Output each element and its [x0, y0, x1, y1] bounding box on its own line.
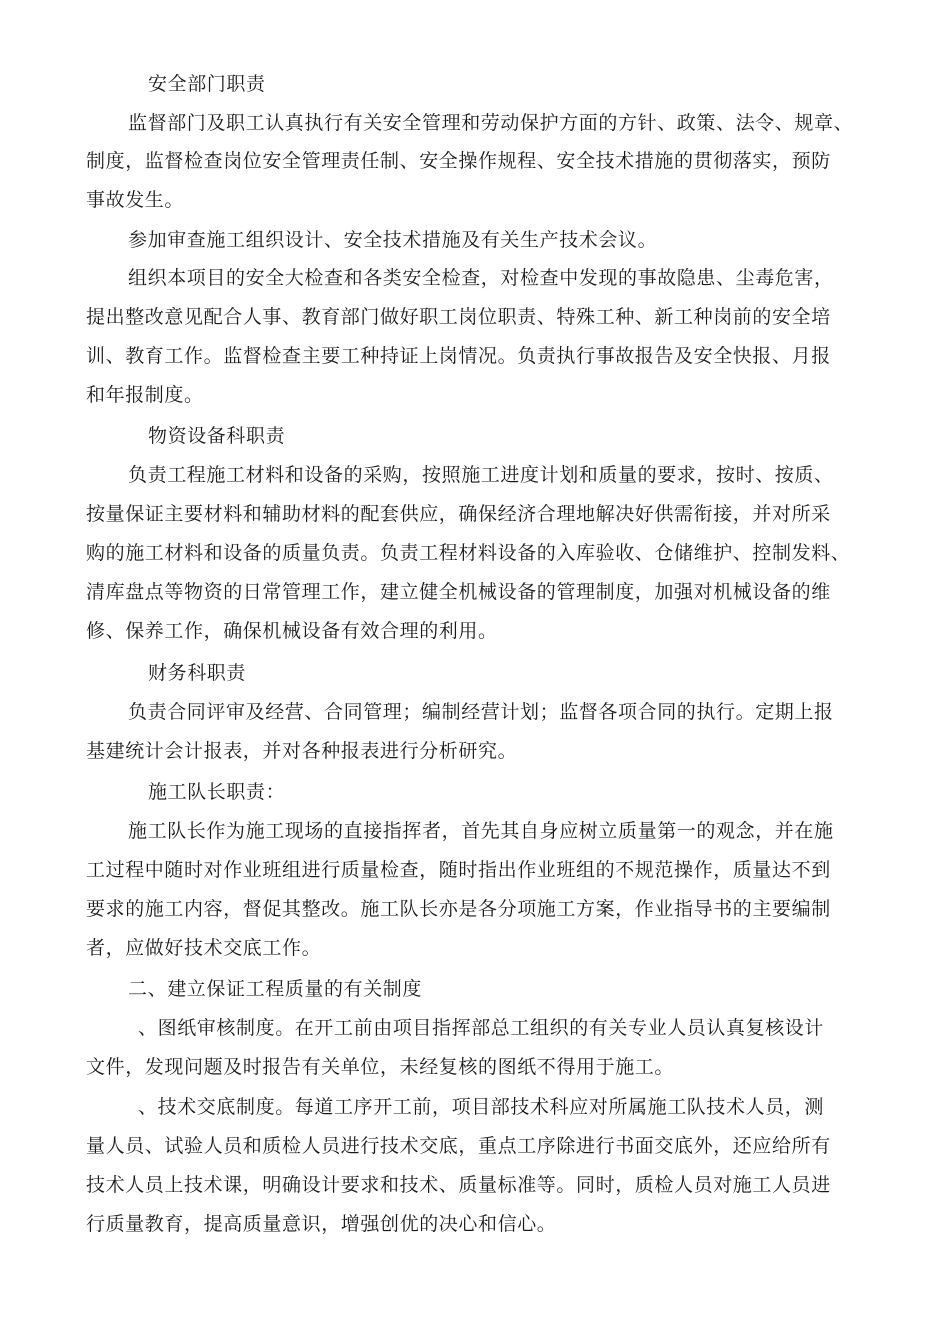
paragraph-line: 监督部门及职工认真执行有关安全管理和劳动保护方面的方针、政策、法令、规章、: [128, 112, 854, 134]
paragraph-line: 施工队长作为施工现场的直接指挥者，首先其自身应树立质量第一的观念，并在施: [128, 820, 834, 842]
section-heading-finance: 财务科职责: [148, 662, 247, 684]
paragraph-line: 训、教育工作。监督检查主要工种持证上岗情况。负责执行事故报告及安全快报、月报: [86, 345, 831, 367]
paragraph-line: 行质量教育，提高质量意识，增强创优的决心和信心。: [86, 1213, 557, 1235]
paragraph-line: 购的施工材料和设备的质量负责。负责工程材料设备的入库验收、仓储维护、控制发料、: [86, 542, 851, 564]
paragraph-line: 量人员、试验人员和质检人员进行技术交底，重点工序除进行书面交底外，还应给所有: [86, 1135, 831, 1157]
paragraph-line: 清库盘点等物资的日常管理工作，建立健全机械设备的管理制度，加强对机械设备的维: [86, 581, 831, 603]
paragraph-line: 修、保养工作，确保机械设备有效合理的利用。: [86, 620, 498, 642]
paragraph-line: 负责合同评审及经营、合同管理；编制经营计划；监督各项合同的执行。定期上报: [128, 701, 834, 723]
paragraph-line: 组织本项目的安全大检查和各类安全检查，对检查中发现的事故隐患、尘毒危害，: [128, 267, 834, 289]
paragraph-line: 、技术交底制度。每道工序开工前，项目部技术科应对所属施工队技术人员，测: [138, 1096, 825, 1118]
section-heading-team-leader: 施工队长职责：: [148, 781, 286, 803]
paragraph-line: 技术人员上技术课，明确设计要求和技术、质量标准等。同时，质检人员对施工人员进: [86, 1174, 831, 1196]
paragraph-line: 、图纸审核制度。在开工前由项目指挥部总工组织的有关专业人员认真复核设计: [138, 1017, 825, 1039]
paragraph-line: 者，应做好技术交底工作。: [86, 937, 322, 959]
section-heading-safety: 安全部门职责: [148, 73, 266, 95]
paragraph-line: 负责工程施工材料和设备的采购，按照施工进度计划和质量的要求，按时、按质、: [128, 464, 834, 486]
paragraph-line: 文件，发现问题及时报告有关单位，未经复核的图纸不得用于施工。: [86, 1056, 675, 1078]
paragraph-line: 按量保证主要材料和辅助材料的配套供应，确保经济合理地解决好供需衔接，并对所采: [86, 503, 831, 525]
section-heading-quality-system: 二、建立保证工程质量的有关制度: [128, 978, 423, 1000]
paragraph-line: 和年报制度。: [86, 384, 204, 406]
paragraph-line: 基建统计会计报表，并对各种报表进行分析研究。: [86, 740, 518, 762]
paragraph-line: 工过程中随时对作业班组进行质量检查，随时指出作业班组的不规范操作，质量达不到: [86, 859, 831, 881]
paragraph-line: 提出整改意见配合人事、教育部门做好职工岗位职责、特殊工种、新工种岗前的安全培: [86, 306, 831, 328]
paragraph-line: 要求的施工内容，督促其整改。施工队长亦是各分项施工方案，作业指导书的主要编制: [86, 898, 831, 920]
paragraph-line: 事故发生。: [86, 189, 185, 211]
paragraph-line: 参加审查施工组织设计、安全技术措施及有关生产技术会议。: [128, 229, 658, 251]
section-heading-materials: 物资设备科职责: [148, 425, 286, 447]
paragraph-line: 制度，监督检查岗位安全管理责任制、安全操作规程、安全技术措施的贯彻落实，预防: [86, 150, 831, 172]
